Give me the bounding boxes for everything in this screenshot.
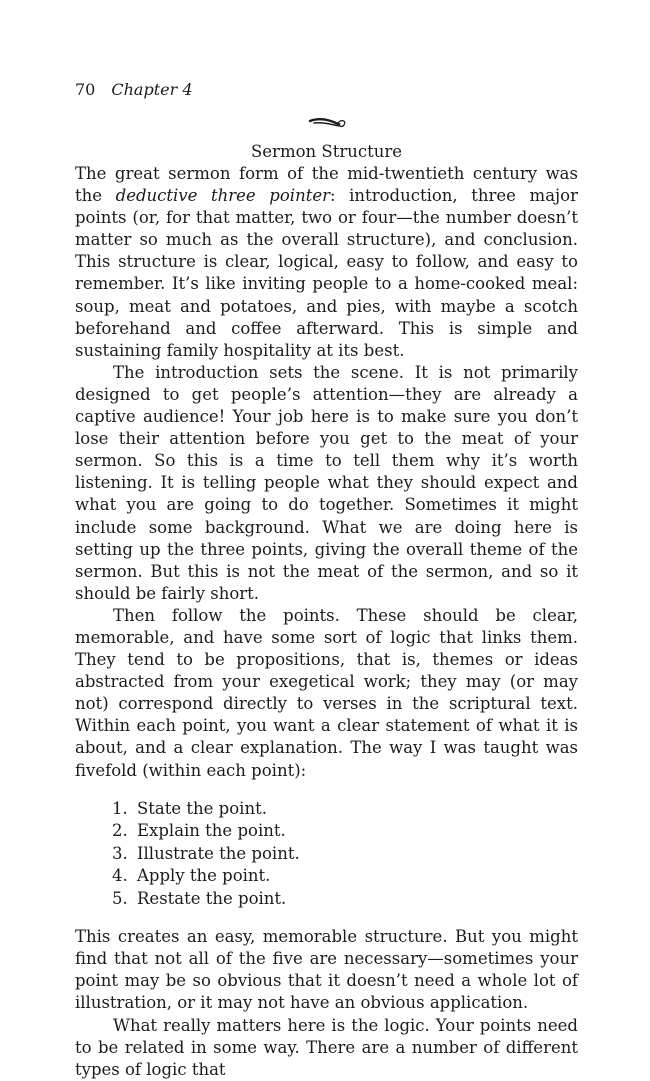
list-item: 1. State the point. [133, 798, 578, 821]
list-item: 4. Apply the point. [133, 865, 578, 888]
paragraph-1-lead: The great sermon form of the mid-twentieth century was the [75, 164, 578, 206]
paragraph-1 [75, 163, 578, 362]
section-title: Sermon Structure [250, 142, 402, 161]
list-item: 2. Explain the point. [133, 820, 578, 843]
running-head [75, 80, 193, 100]
paragraph-5: What really matters here is the logic. Your points need to be related in some way. There are a number of different types of logic that [75, 1015, 578, 1079]
paragraph-3: Then follow the points. These should be clear, memorable, and have some sort of logic that links them. They tend to be propositions, that is, themes or ideas abstracted from your exegetical work; they may (or may not) correspond directly to verses in the scriptural text. Within each point, you want a clear statement of what it is about, and a clear explanation. The way I was taught was fivefold (within each point): [75, 605, 578, 780]
numbered-list [75, 798, 578, 911]
body-text [75, 163, 578, 1081]
list-item: 3. Illustrate the point. [133, 843, 578, 866]
paragraph-2: The introduction sets the scene. It is not primarily designed to get people’s attention—they are already a captive audience! Your job here is to make sure you don’t lose their attention before you get to the meat of your sermon. So this is a time to tell them why it’s worth listening. It is telling people what they should expect and what you are going to do together. Sometimes it might include some background. What we are doing here is setting up the three points, giving the overall theme of the sermon. But this is not the meat of the sermon, and so it should be fairly short. [75, 362, 578, 603]
paragraph-1-rest: : introduction, three major points (or, for that matter, two or four—the number doesn’t matter so much as the overall structure), and conclusion. This structure is clear, logical, easy to follow, and easy to remember. It’s like inviting people to a home-cooked meal: soup, meat and potatoes, and pies, with maybe a scotch beforehand and coffee afterward. This is simple and sustaining family hospitality at its best. [75, 186, 578, 360]
list-item: 5. Restate the point. [133, 888, 578, 911]
flourish-ornament-icon [308, 113, 348, 131]
paragraph-4: This creates an easy, memorable structure. But you might find that not all of the five are necessary—sometimes your point may be so obvious that it doesn’t need a whole lot of illustration, or it may not have an obvious application. [75, 927, 578, 1013]
page-number: 70 [75, 80, 96, 99]
chapter-label: Chapter 4 [111, 80, 193, 99]
paragraph-1-emphasis: deductive three pointer [115, 186, 330, 206]
